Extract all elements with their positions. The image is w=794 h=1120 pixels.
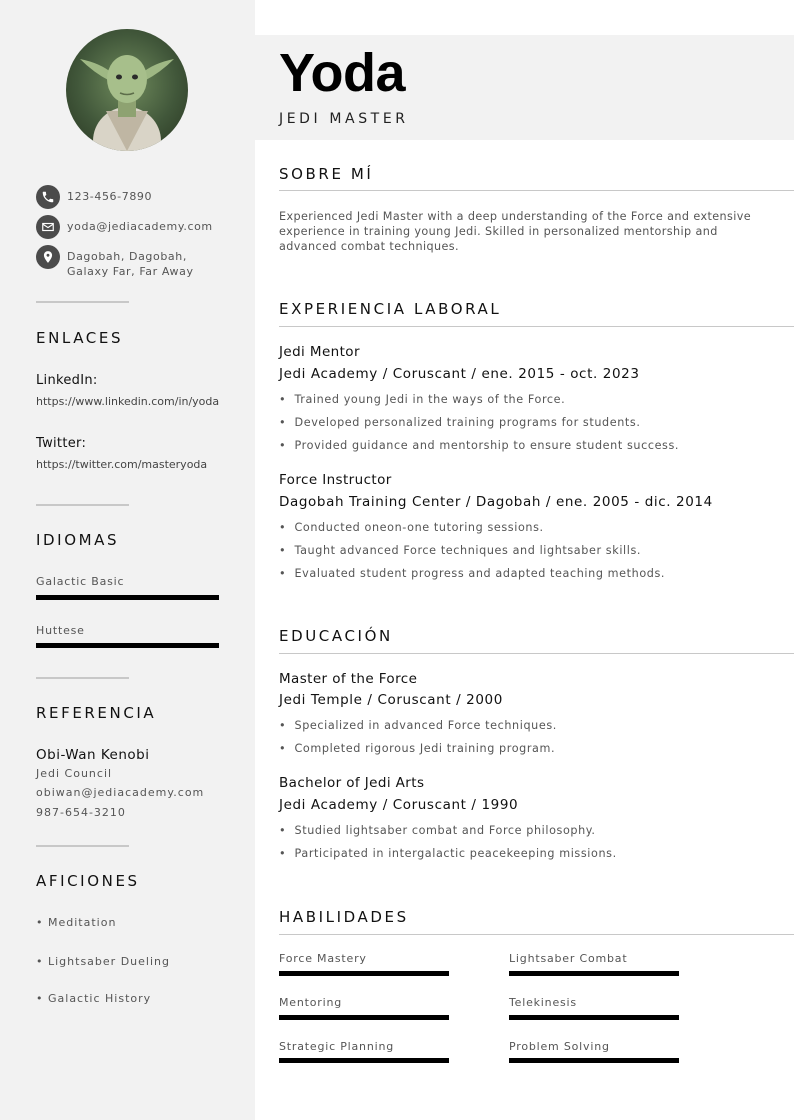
twitter-label: Twitter: xyxy=(36,436,87,451)
section-rule xyxy=(279,326,794,327)
email-address[interactable]: yoda@jediacademy.com xyxy=(67,220,213,233)
job-bullet: • Developed personalized training programs for students. xyxy=(279,416,641,429)
location-text: Dagobah, Dagobah, Galaxy Far, Far Away xyxy=(67,250,194,278)
phone-icon xyxy=(36,185,60,209)
skill-level-bar xyxy=(509,971,679,976)
hobby-item: • Galactic History xyxy=(36,992,152,1005)
job-bullet: • Provided guidance and mentorship to ensure student success. xyxy=(279,439,680,452)
skill-name: Problem Solving xyxy=(509,1040,610,1053)
job-company: Jedi Academy / Coruscant / ene. 2015 - oct. 2023 xyxy=(279,366,640,382)
sidebar-divider xyxy=(36,504,129,506)
reference-phone: 987-654-3210 xyxy=(36,806,126,819)
reference-heading: REFERENCIA xyxy=(36,704,157,722)
skills-heading: HABILIDADES xyxy=(279,908,409,926)
about-text: Experienced Jedi Master with a deep understanding of the Force and extensive experience in training young Jedi. Skilled in personalized mentorship and advanced combat techniques. xyxy=(279,210,752,253)
job-role: Force Instructor xyxy=(279,472,392,488)
skill-level-bar xyxy=(509,1058,679,1063)
language-level-bar xyxy=(36,643,219,648)
contact-location xyxy=(36,245,227,279)
degree-bullet: • Specialized in advanced Force techniques. xyxy=(279,719,557,732)
linkedin-link[interactable]: https://www.linkedin.com/in/yoda xyxy=(36,395,220,408)
skill-level-bar xyxy=(279,1058,449,1063)
language-name: Galactic Basic xyxy=(36,575,125,588)
degree-bullet: • Completed rigorous Jedi training program. xyxy=(279,742,556,755)
languages-heading: IDIOMAS xyxy=(36,531,120,549)
job-title: JEDI MASTER xyxy=(279,111,409,127)
section-rule xyxy=(279,190,794,191)
reference-org: Jedi Council xyxy=(36,767,113,780)
degree-school: Jedi Temple / Coruscant / 2000 xyxy=(279,692,503,708)
skill-level-bar xyxy=(279,1015,449,1020)
skill-name: Force Mastery xyxy=(279,952,367,965)
job-company: Dagobah Training Center / Dagobah / ene. 2005 - dic. 2014 xyxy=(279,494,713,510)
skill-level-bar xyxy=(279,971,449,976)
skill-name: Telekinesis xyxy=(509,996,577,1009)
map-pin-icon xyxy=(36,245,60,269)
skill-name: Mentoring xyxy=(279,996,343,1009)
job-bullet: • Evaluated student progress and adapted teaching methods. xyxy=(279,567,666,580)
hobbies-heading: AFICIONES xyxy=(36,872,140,890)
linkedin-label: LinkedIn: xyxy=(36,373,98,388)
about-heading: SOBRE MÍ xyxy=(279,165,374,183)
skill-level-bar xyxy=(509,1015,679,1020)
sidebar-divider xyxy=(36,301,129,303)
job-bullet: • Taught advanced Force techniques and lightsaber skills. xyxy=(279,544,642,557)
hobby-item: • Meditation xyxy=(36,916,117,929)
links-heading: ENLACES xyxy=(36,329,124,347)
job-bullet: • Trained young Jedi in the ways of the Force. xyxy=(279,393,566,406)
section-rule xyxy=(279,934,794,935)
contact-phone xyxy=(36,185,227,209)
hobby-item: • Lightsaber Dueling xyxy=(36,955,170,968)
degree-title: Master of the Force xyxy=(279,671,418,687)
contact-email xyxy=(36,215,227,239)
skill-name: Lightsaber Combat xyxy=(509,952,628,965)
sidebar-divider xyxy=(36,677,129,679)
yoda-portrait-image xyxy=(66,29,188,151)
section-rule xyxy=(279,653,794,654)
degree-bullet: • Studied lightsaber combat and Force philosophy. xyxy=(279,824,596,837)
candidate-name: Yoda xyxy=(279,43,406,103)
sidebar xyxy=(0,0,255,1120)
sidebar-divider xyxy=(36,845,129,847)
phone-number: 123-456-7890 xyxy=(67,190,153,203)
job-role: Jedi Mentor xyxy=(279,344,360,360)
education-heading: EDUCACIÓN xyxy=(279,627,393,645)
envelope-icon xyxy=(36,215,60,239)
language-name: Huttese xyxy=(36,624,85,637)
experience-heading: EXPERIENCIA LABORAL xyxy=(279,300,502,318)
skill-name: Strategic Planning xyxy=(279,1040,395,1053)
degree-title: Bachelor of Jedi Arts xyxy=(279,775,425,791)
profile-photo xyxy=(66,29,188,151)
language-level-bar xyxy=(36,595,219,600)
job-bullet: • Conducted oneon-one tutoring sessions. xyxy=(279,521,544,534)
degree-school: Jedi Academy / Coruscant / 1990 xyxy=(279,797,519,813)
twitter-link[interactable]: https://twitter.com/masteryoda xyxy=(36,458,208,471)
reference-name: Obi-Wan Kenobi xyxy=(36,747,150,763)
degree-bullet: • Participated in intergalactic peacekeeping missions. xyxy=(279,847,617,860)
reference-email[interactable]: obiwan@jediacademy.com xyxy=(36,786,205,799)
